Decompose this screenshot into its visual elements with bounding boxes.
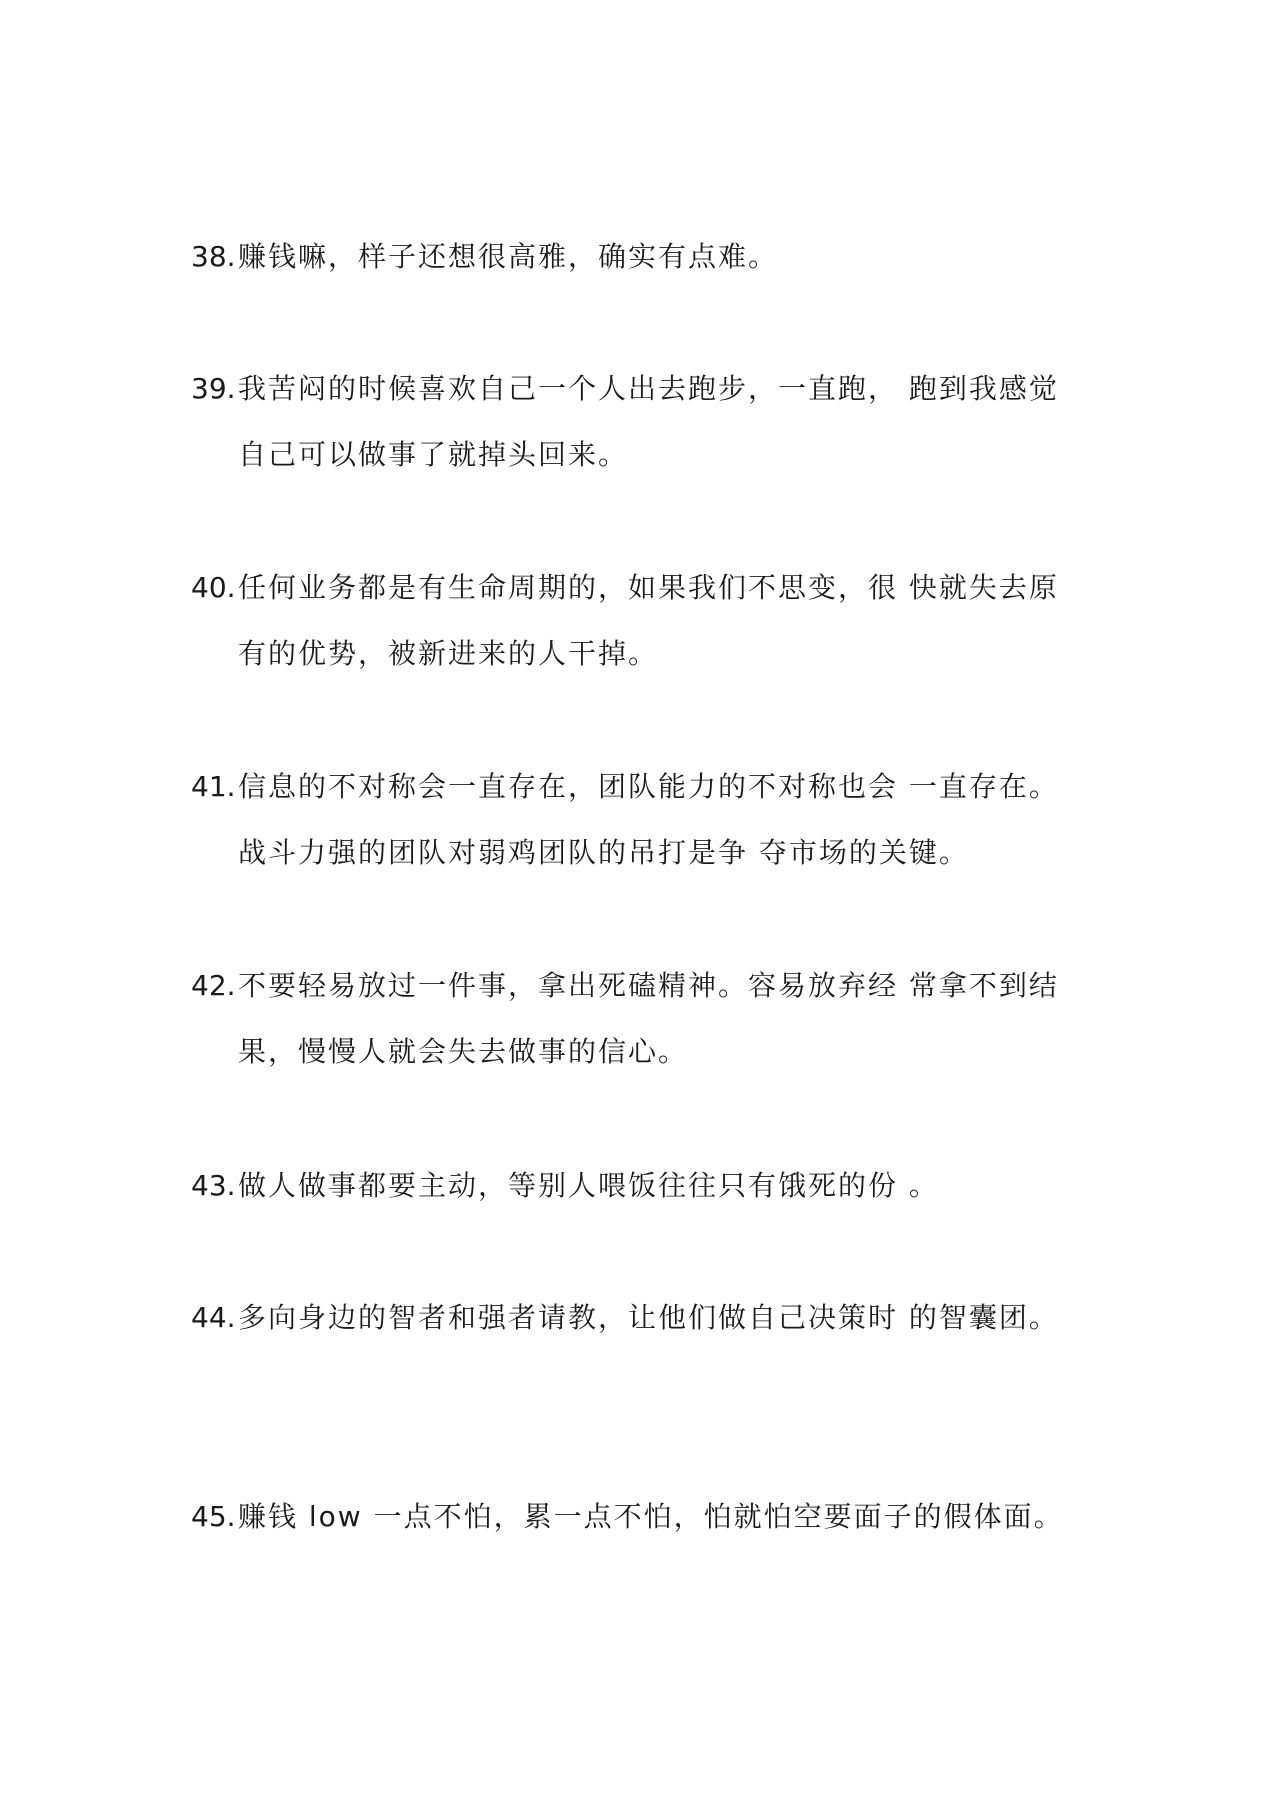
item-text: 做人做事都要主动，等别人喂饭往往只有饿死的份 。 [238,1169,939,1202]
item-text: 任何业务都是有生命周期的，如果我们不思变，很 快就失去原有的优势，被新进来的人干掉。 [238,571,1059,670]
item-text: 赚钱 low 一点不怕，累一点不怕，怕就怕空要面子的假体面。 [238,1500,1064,1533]
item-number: 41. [191,770,236,803]
item-text: 信息的不对称会一直存在，团队能力的不对称也会 一直存在。战斗力强的团队对弱鸡团队的吊打是争 夺市场的关键。 [238,770,1059,869]
list-item [191,1285,1191,1351]
item-text: 不要轻易放过一件事，拿出死磕精神。容易放弃经 常拿不到结果，慢慢人就会失去做事的信心。 [238,969,1059,1068]
item-number: 38. [191,240,236,273]
item-text: 我苦闷的时候喜欢自己一个人出去跑步，一直跑， 跑到我感觉自己可以做事了就掉头回来。 [238,372,1059,471]
item-number: 44. [191,1301,236,1334]
list-item [191,1153,1191,1219]
list-item [191,953,1191,1085]
item-text: 多向身边的智者和强者请教，让他们做自己决策时 的智囊团。 [238,1301,1059,1334]
list-item [191,1484,1191,1550]
item-number: 42. [191,969,236,1002]
item-number: 43. [191,1169,236,1202]
list-item [191,555,1191,687]
item-text: 赚钱嘛，样子还想很高雅，确实有点难。 [238,240,779,273]
list-item [191,356,1191,488]
item-number: 39. [191,372,236,405]
item-number: 40. [191,571,236,604]
item-number: 45. [191,1500,236,1533]
list-item [191,224,1191,290]
list-item [191,754,1191,886]
